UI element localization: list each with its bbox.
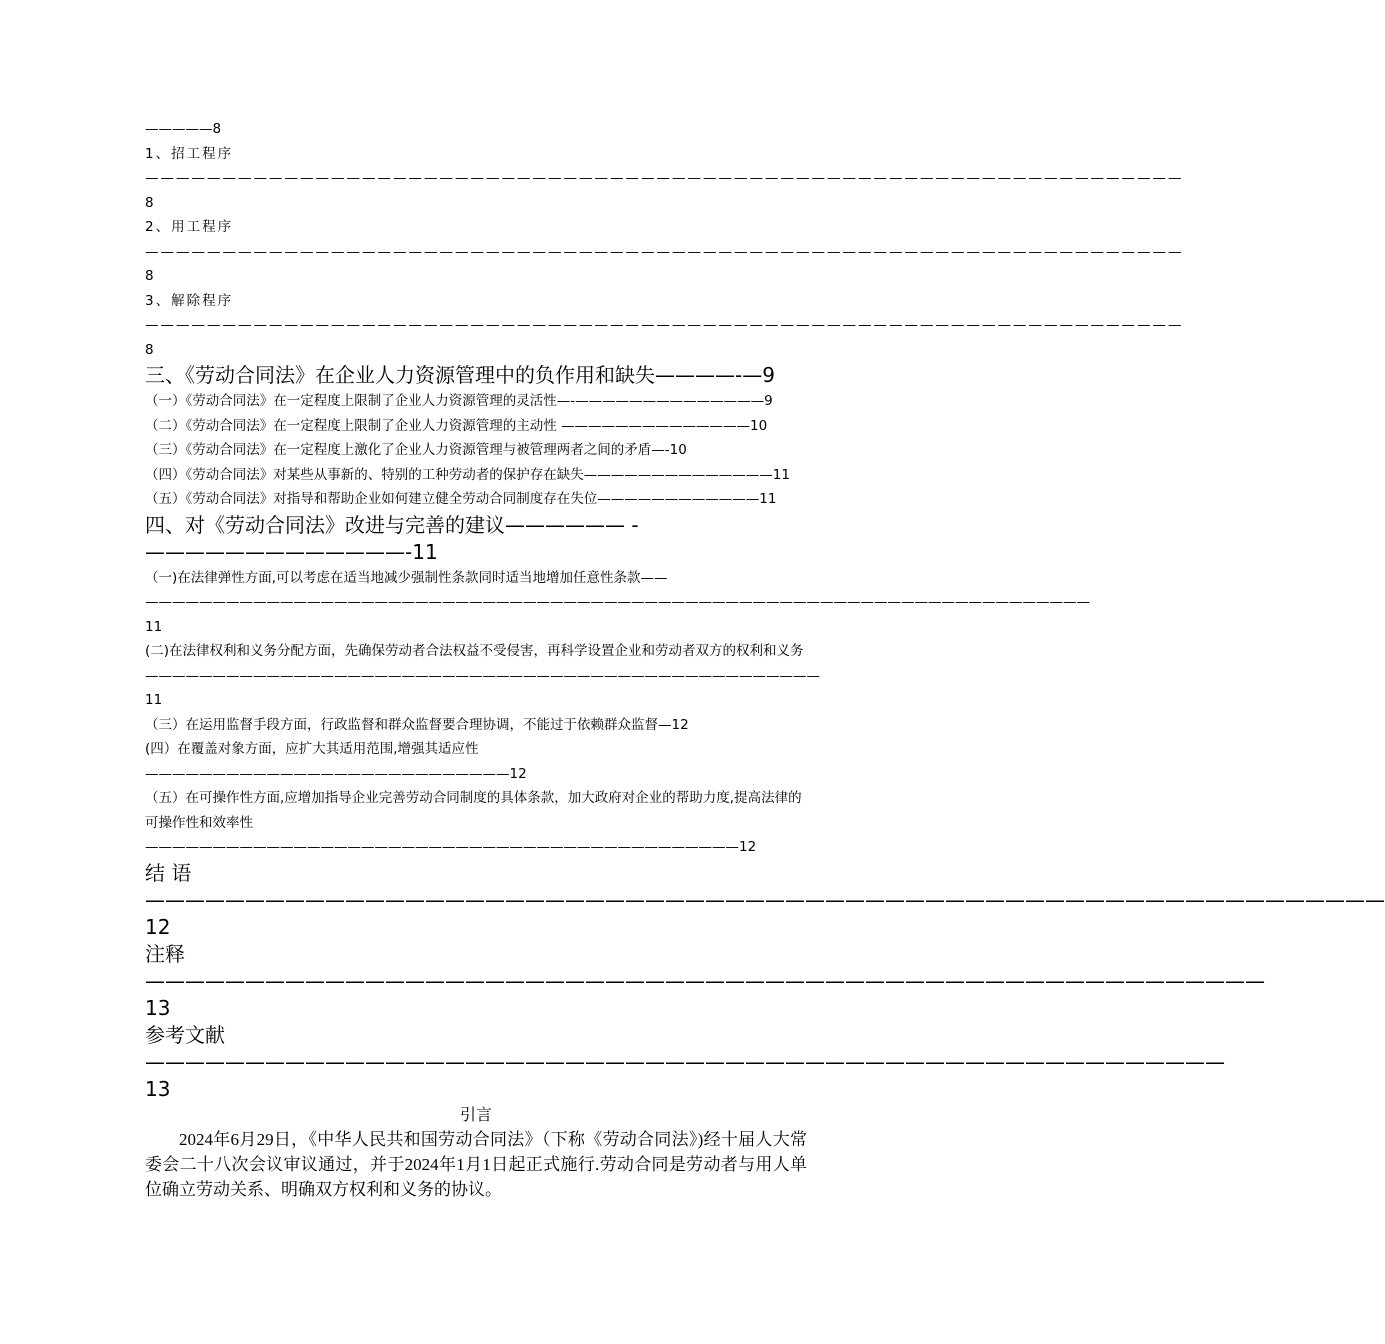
toc-line: （一)在法律弹性方面,可以考虑在适当地减少强制性条款同时适当地增加任意性条款—— ——————————————————————————————————————————————————————————————————————11 [145, 569, 1090, 635]
toc-line: 3、解除程序———————————————————————————————————————————————————————————————————8 [145, 292, 1184, 358]
toc-line: —————8 [145, 121, 222, 137]
toc-line: （五）在可操作性方面,应增加指导企业完善劳动合同制度的具体条款，加大政府对企业的帮助力度,提高法律的可操作性和效率性————————————————————————————————————————————12 [145, 790, 802, 855]
toc-line: 1、招工程序———————————————————————————————————————————————————————————————————8 [145, 145, 1184, 211]
toc-chapter-line: 四、对《劳动合同法》改进与完善的建议—————— -—————————————-11 [145, 512, 639, 564]
toc-chapter-line: 结 语 ——————————————————————————————————————————————————————————————12 [145, 860, 1385, 939]
section-heading: 引言 [459, 1104, 492, 1124]
toc-line: （一）《劳动合同法》在一定程度上限制了企业人力资源管理的灵活性—-——————————————9 [145, 393, 773, 409]
document-page [145, 117, 1385, 1202]
toc-line: （五）《劳动合同法》对指导和帮助企业如何建立健全劳动合同制度存在失位————————————11 [145, 491, 777, 507]
toc-line: 2、用工程序———————————————————————————————————————————————————————————————————8 [145, 219, 1184, 284]
body-paragraph: 2024年6月29日，《中华人民共和国劳动合同法》（下称《劳动合同法》)经十届人大常委会二十八次会议审议通过，并于2024年1月1日起正式施行.劳动合同是劳动者与用人单位确立劳动关系、明确双方权利和义务的协议。 [145, 1129, 807, 1199]
toc-line: （三）《劳动合同法》在一定程度上激化了企业人力资源管理与被管理两者之间的矛盾—-10 [145, 442, 687, 458]
toc-line: (二)在法律权利和义务分配方面，先确保劳动者合法权益不受侵害，再科学设置企业和劳动者双方的权利和义务——————————————————————————————————————————————————11 [145, 643, 820, 708]
toc-chapter-line: 注释————————————————————————————————————————————————————————13 [145, 941, 1265, 1020]
toc-chapter-line: 三、《劳动合同法》在企业人力资源管理中的负作用和缺失————-—9 [145, 363, 775, 387]
toc-chapter-line: 参考文献——————————————————————————————————————————————————————13 [145, 1022, 1225, 1101]
toc-line: （三）在运用监督手段方面，行政监督和群众监督要合理协调，不能过于依赖群众监督—12 [145, 716, 689, 733]
toc-line: （二）《劳动合同法》在一定程度上限制了企业人力资源管理的主动性 ——————————————10 [145, 417, 768, 434]
toc-line: （四）《劳动合同法》对某些从事新的、特别的工种劳动者的保护存在缺失——————————————11 [145, 466, 790, 483]
toc-line: (四）在覆盖对象方面，应扩大其适用范围,增强其适应性———————————————————————————12 [145, 741, 527, 782]
